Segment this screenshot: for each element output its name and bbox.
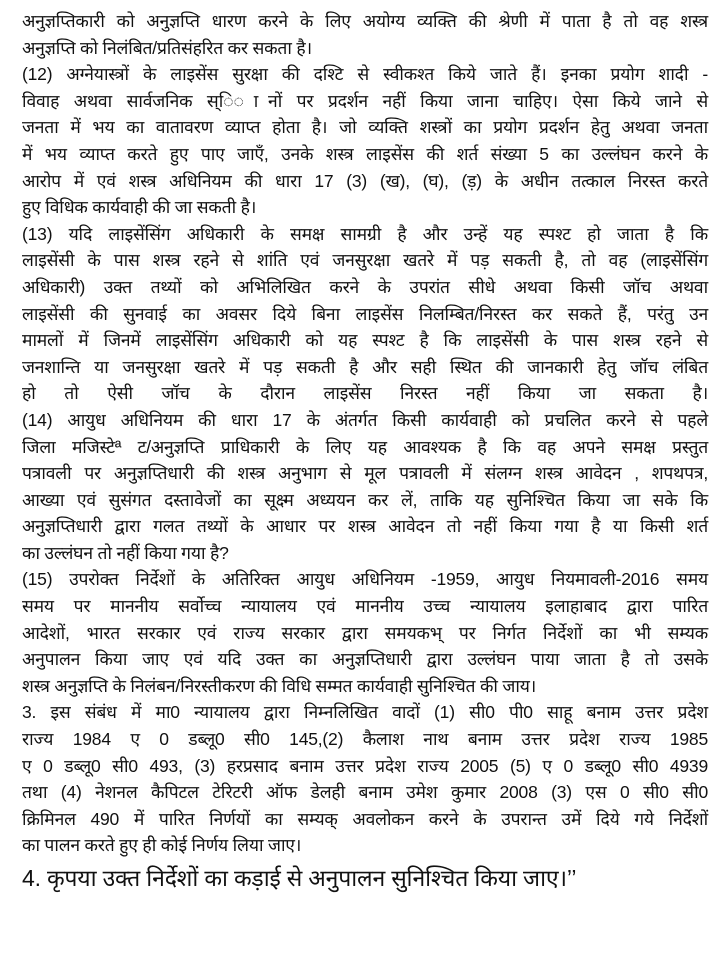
document-page <box>22 8 708 895</box>
text-line: (15) उपरोक्त निर्देशों के अतिरिक्त आयुध अधिनियम -1959, आयुध नियमावली-2016 समय <box>22 569 708 590</box>
text-line: मामलों में जिनमें लाइसेंसिंग अधिकारी को यह स्पश्ट है कि लाइसेंसी के पास शस्त्र रहने से <box>22 330 708 351</box>
text-line: अनुज्ञप्तिकारी को अनुज्ञप्ति धारण करने के लिए अयोग्य व्यक्ति की श्रेणी में पाता है तो वह शस्त्र <box>22 11 708 31</box>
text-line: जिला मजिस्टेª ट/अनुज्ञप्ति प्राधिकारी के लिए यह आवश्यक है कि वह अपने समक्ष प्रस्तुत <box>22 436 708 457</box>
text-line: में भय व्याप्त करते हुए पाए जाएँ, उनके शस्त्र लाइसेंस की शर्त संख्या 5 का उल्लंघन करने के <box>22 143 708 164</box>
text-line: अनुपालन किया जाए एवं यदि उक्त का अनुज्ञप्तिधारी द्वारा उल्लंघन पाया जाता है तो उसके <box>22 649 708 670</box>
text-line: तथा (4) नेशनल कैपिटल टेरिटरी ऑफ डेलही बनाम उमेश कुमार 2008 (3) एस 0 सी0 सी0 <box>22 782 708 803</box>
text-line: राज्य 1984 ए 0 डब्लू0 सी0 145,(2) कैलाश नाथ बनाम उत्तर प्रदेश राज्य 1985 <box>22 729 708 750</box>
text-line: जनशान्ति या जनसुरक्षा खतरे में पड़ सकती है और सही स्थित की जानकारी हेतु जॉच लंबित <box>22 356 708 377</box>
text-line: जनता में भय का वातावरण व्याप्त होता है। जो व्यक्ति शस्त्रों का प्रयोग प्रदर्शन हेतु अथवा जनता <box>22 117 708 138</box>
paragraph-point-13 <box>22 221 708 407</box>
paragraph-point-14 <box>22 407 708 567</box>
text-line: (13) यदि लाइसेंसिंग अधिकारी के समक्ष सामग्री है और उन्हें यह स्पश्ट हो जाता है कि <box>22 223 708 244</box>
text-line: आरोप में एवं शस्त्र अधिनियम की धारा 17 (3) (ख), (घ), (ड़) के अधीन तत्काल निरस्त करते <box>22 170 708 191</box>
text-line: लाइसेंसी की सुनवाई का अवसर दिये बिना लाइसेंस निलम्बित/निरस्त कर सकते हैं, परंतु उन <box>22 303 708 324</box>
text-line: अधिकारी) उक्त तथ्यों को अभिलिखित करने के उपरांत सीधे अथवा किसी जॉच अथवा <box>22 276 708 297</box>
text-line: अनुज्ञप्तिधारी द्वारा गलत तथ्यों के आधार पर शस्त्र आवेदन तो नहीं किया गया है या किसी शर्त <box>22 516 708 537</box>
text-line: (12) अग्नेयास्त्रों के लाइसेंस सुरक्षा की दश्टि से स्वीकश्त किये जाते हैं। इनका प्रयोग शादी - <box>22 64 708 85</box>
paragraph-point-3 <box>22 699 708 859</box>
text-line: क्रिमिनल 490 में पारित निर्णयों का सम्यक् अवलोकन करने के उपरान्त उमें दिये गये निर्देशों <box>22 808 708 829</box>
text-line: पत्रावली पर अनुज्ञप्तिधारी की शस्त्र अनुभाग से मूल पत्रावली में संलग्न शस्त्र आवेदन , शपथपत्र, <box>22 463 708 484</box>
paragraph-intro <box>22 8 708 61</box>
text-line: लाइसेंसी के पास शस्त्र रहने से शांति एवं जनसुरक्षा खतरे में पड़ सकती है, तो वह (लाइसेंसिंग <box>22 250 708 271</box>
text-line: हो तो ऐसी जॉच के दौरान लाइसेंस निरस्त नहीं किया जा सकता है। <box>22 383 708 404</box>
text-line: 4. कृपया उक्त निर्देशों का कड़ाई से अनुपालन सुनिश्चित किया जाए।’’ <box>22 865 577 891</box>
text-line: शस्त्र अनुज्ञप्ति के निलंबन/निरस्तीकरण की विधि सम्मत कार्यवाही सुनिश्चित की जाय। <box>22 675 537 696</box>
text-line: ए 0 डब्लू0 सी0 493, (3) हरप्रसाद बनाम उत्तर प्रदेश राज्य 2005 (5) ए 0 डब्लू0 सी0 4939 <box>22 755 708 776</box>
text-line: विवाह अथवा सार्वजनिक स्ि◌ानों पर प्रदर्शन नहीं किया जाना चाहिए। ऐसा किये जाने से <box>22 90 708 111</box>
text-line: का उल्लंघन तो नहीं किया गया है? <box>22 542 229 563</box>
text-line: हुए विधिक कार्यवाही की जा सकती है। <box>22 197 257 218</box>
paragraph-point-4 <box>22 861 708 895</box>
text-line: अनुज्ञप्ति को निलंबित/प्रतिसंहरित कर सकता है। <box>22 37 312 58</box>
text-line: आदेशों, भारत सरकार एवं राज्य सरकार द्वारा समयकभ् पर निर्गत निर्देशों का भी सम्यक <box>22 622 708 643</box>
paragraph-point-15 <box>22 566 708 699</box>
text-line: (14) आयुध अधिनियम की धारा 17 के अंतर्गत किसी कार्यवाही को प्रचलित करने से पहले <box>22 409 708 430</box>
text-line: आख्या एवं सुसंगत दस्तावेजों का सूक्ष्म अध्ययन कर लें, ताकि यह सुनिश्चित किया जा सके कि <box>22 489 708 510</box>
paragraph-point-12 <box>22 61 708 221</box>
text-line: समय पर माननीय सर्वोच्च न्यायालय एवं माननीय उच्च न्यायालय इलाहाबाद द्वारा पारित <box>22 596 708 617</box>
text-line: 3. इस संबंध में मा0 न्यायालय द्वारा निम्नलिखित वादों (1) सी0 पी0 साहू बनाम उत्तर प्रदेश <box>22 702 708 723</box>
text-line: का पालन करते हुए ही कोई निर्णय लिया जाए। <box>22 835 302 856</box>
